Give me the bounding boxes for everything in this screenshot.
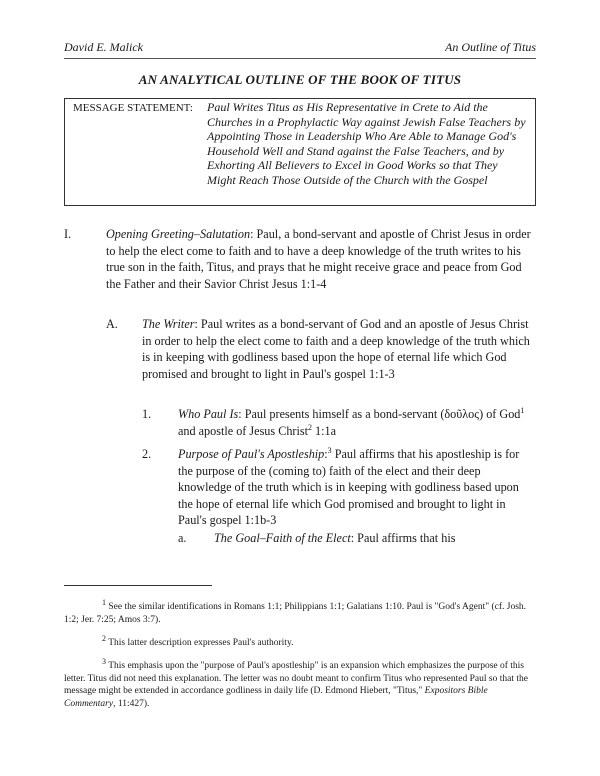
outline-body: 1:1a <box>312 423 337 438</box>
outline-text <box>178 446 536 529</box>
outline-marker: 2. <box>142 447 152 461</box>
greek-term: δοῦλος <box>444 407 480 421</box>
outline-text <box>178 406 536 439</box>
footnote-text: , 11:427). <box>113 698 150 709</box>
outline-heading: Who Paul Is <box>178 407 239 421</box>
message-statement-box <box>64 98 536 206</box>
outline-body: Paul affirms that his apostleship is for the purpose of the (coming to) faith of the elect and their deep knowledge of the truth which is in keeping with godliness based upon the hope of eternal life which God promised and brought to light in Paul's gospel 1:1b-3 <box>178 447 520 528</box>
footnote-text: This latter description expresses Paul's authority. <box>106 638 294 648</box>
outline-body: : <box>324 447 328 461</box>
outline-marker: A. <box>106 317 118 331</box>
outline-text <box>106 226 536 292</box>
header-divider <box>64 58 536 59</box>
outline-body: ) of God <box>479 407 521 421</box>
footnote-ref-1[interactable]: 1 <box>520 405 525 415</box>
footnote-source: Expositors Bible Commentary <box>64 686 488 709</box>
footnote-1 <box>64 597 536 626</box>
message-statement-label: MESSAGE STATEMENT: <box>73 102 193 114</box>
outline-body: : Paul writes as a bond-servant of God and an apostle of Jesus Christ in order to help the elect come to faith and a deep knowledge of the truth which is in keeping with godliness based upon the hope of eternal life which God promised and brought to light in Paul's gospel 1:1-3 <box>142 317 530 381</box>
page-title: AN ANALYTICAL OUTLINE OF THE BOOK OF TITUS <box>138 72 462 87</box>
footnote-text: This emphasis upon the "purpose of Paul's apostleship" is an expansion which emphasizes the purpose of this letter. Titus did not need this explanation. The letter was no doubt meant to confirm Titus who represented Paul so that the message might be extended in accordance godliness in daily life (D. Edmond Hiebert, "Titus," <box>64 661 528 697</box>
outline-body: and apostle of Jesus Christ <box>178 423 308 438</box>
outline-marker: 1. <box>142 407 152 421</box>
outline-body: : Paul presents himself as a bond-servant ( <box>238 407 445 421</box>
footnote-ref-2[interactable]: 2 <box>308 422 312 432</box>
outline-heading: Purpose of Paul's Apostleship <box>178 447 325 461</box>
outline-body: : Paul affirms that his <box>350 531 456 545</box>
running-header-title: An Outline of Titus <box>444 40 536 54</box>
outline-heading: The Goal–Faith of the Elect <box>214 531 351 545</box>
footnote-ref-3[interactable]: 3 <box>327 445 332 455</box>
outline-marker: I. <box>64 227 72 241</box>
footnote-2 <box>64 633 536 650</box>
footnote-3 <box>64 656 536 710</box>
running-header-author: David E. Malick <box>64 40 143 54</box>
footnote-divider <box>64 585 212 586</box>
footnote-marker: 3 <box>102 656 106 666</box>
outline-body: : Paul, a bond-servant and apostle of Christ Jesus in order to help the elect come to faith and to have a deep knowledge of the truth writes to his true son in the faith, Titus, and prays that he might receive grace and peace from God the Father and their Savior Christ Jesus 1:1-4 <box>106 227 531 291</box>
footnote-marker: 1 <box>102 597 106 607</box>
footnote-marker: 2 <box>102 633 106 643</box>
outline-text <box>142 316 536 382</box>
outline-text <box>214 530 536 547</box>
outline-heading: The Writer <box>142 317 195 331</box>
outline-heading: Opening Greeting–Salutation <box>106 227 251 241</box>
message-statement-text: Paul Writes Titus as His Representative in Crete to Aid the Churches in a Prophylactic Way against Jewish False Teachers by Appointing Those in Leadership Who Are Able to Manage God's Household Well and Stand against the False Teachers, and by Exhorting All Believers to Excel in Good Works so that They Might Reach Those Outside of the Church with the Gospel <box>207 100 526 187</box>
outline-marker: a. <box>178 531 187 545</box>
footnote-text: See the similar identifications in Romans 1:1; Philippians 1:1; Galatians 1:10. Paul is "God's Agent" (cf. Josh. 1:2; Jer. 7:25; Amos 3:7). <box>64 602 527 625</box>
